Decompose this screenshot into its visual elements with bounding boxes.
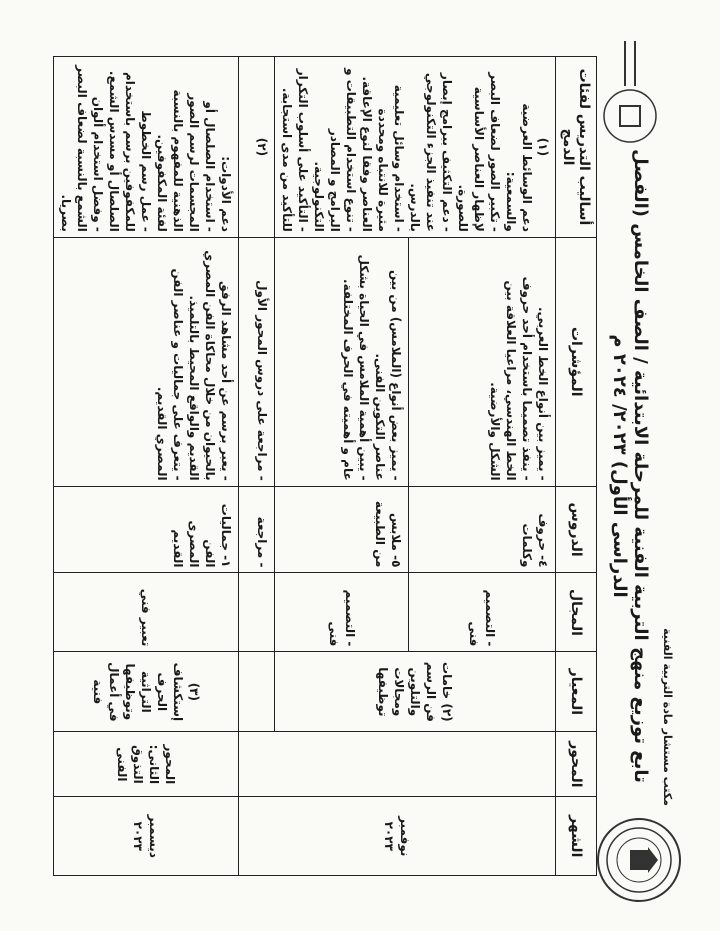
cell-indicators: [409, 237, 556, 486]
table-header-row: [556, 56, 597, 875]
table-row: [409, 56, 556, 875]
cell-lesson: ٥- ملابس من الطبيعة: [275, 486, 409, 573]
cell-axis: المحور الثانى: التذوق الفنى: [54, 731, 239, 796]
indicator-line: - يميز بعض أنواع (الملامس) من بين عناصر التكوين الفنى.: [373, 269, 404, 481]
ministry-seal-icon: [595, 36, 665, 146]
ministry-logo-icon: [597, 818, 681, 902]
cell-methods: [275, 56, 556, 237]
method-line: (١): [536, 137, 550, 156]
indicator-line: - يعبر برسم عن أحد مشاهد الرفق بالحيوان من خلال محاكاة الفن المصري القديم والواقع المحيط بالتلميذ.: [187, 249, 233, 481]
office-heading: [660, 628, 675, 806]
method-line: دعم الوسائط العرضية والسمعية:: [504, 102, 534, 232]
header-axis: المحور: [556, 731, 597, 796]
header-methods: أساليب التدريس لفئات الدمج: [556, 56, 597, 237]
method-line: - دعم التكثيف ببرامج إبصار عند تنفيذ الجزء التكنولوجي بالدرس.: [408, 72, 454, 232]
method-line: - استخدام الصلصال أو المجسمات لرسم الصور الذهنية للمفهوم بالنسبة لفئة المكفوفين.: [155, 88, 217, 232]
cell-standard: (٢) خامات فن الرسم والتلوين ومجالات توظيفها: [275, 651, 556, 731]
cell-month: نوفمبر ٢٠٢٣: [239, 796, 556, 875]
indicator-line: - مراجعة على دروس المحور الأول: [255, 279, 269, 481]
cell-lesson: - مراجعة: [239, 486, 275, 573]
indicator-line: - يميز بين أنواع الخط العربي.: [536, 306, 550, 481]
method-line: - تنوع استخدام التطبيقات و البرامج و المصادر التكنولوجية.: [312, 67, 358, 232]
method-line: (٢): [255, 137, 269, 156]
cell-lesson: ٤- حروف وكلمات: [409, 486, 556, 573]
curriculum-table: [53, 56, 597, 876]
header-field: المجال: [556, 572, 597, 651]
header-indicators: المؤشرات: [556, 237, 597, 486]
method-line: - استخدام وسائل تعليمية مثيرة للانتباه ومحددة العناصر وفقا لنوع الإعاقة.: [360, 75, 406, 232]
method-line: دعم الأدوات:: [219, 155, 233, 232]
cell-methods: [54, 56, 239, 237]
method-line: - التأكيد على أسلوب التكرار للتأكيد من مدى استجابة.: [280, 68, 310, 232]
cell-indicators: [239, 237, 275, 486]
cell-indicators: [54, 237, 239, 486]
cell-lesson: ١- جماليات الفن المصرى القديم: [54, 486, 239, 573]
cell-axis: [239, 731, 556, 796]
indicator-line: - يبين أهمية الملامس في الحياة بشكل عام و أهميته في الحرف المختلفة.: [341, 254, 372, 481]
cell-standard: [239, 651, 275, 731]
cell-field: - التصميم فنى: [275, 572, 409, 651]
page-title: تابع توزيع منهج التربية الفنية للمرحلة الابتدائية / الصف الخامس (الفصل الدراسى الأول) ٢٠٢٣/ ٢٠٢٤ م: [609, 148, 651, 783]
cell-field: [239, 572, 275, 651]
header-month: الشهر: [556, 796, 597, 875]
document-sheet: [35, 26, 685, 906]
cell-standard: (٣) إستكشاف الحرف التراثية وتوظيفها في أعمال فنية: [54, 651, 239, 731]
cell-indicators: [275, 237, 409, 486]
indicator-line: - يتعرف على جماليات و عناصر الفن المصري القديم.: [155, 267, 185, 481]
cell-field: - التصميم فنى: [409, 572, 556, 651]
office-line: مكتب مستشار مادة التربية الفنية: [661, 627, 674, 806]
header-standard: المعيار: [556, 651, 597, 731]
cell-field: تعبير فني: [54, 572, 239, 651]
method-line: - تكبير الصور لضعاف البصر لإظهار العناصر الأساسية للصورة.: [456, 71, 502, 232]
cell-month: ديسمبر ٢٠٢٣: [54, 796, 239, 875]
table-row: [54, 56, 239, 875]
cell-methods: [239, 56, 275, 237]
header-lessons: الدروس: [556, 486, 597, 573]
method-line: - وفضل استخدام ألوان الشمع بالنسبة لضعاف البصر بصريا.: [59, 64, 105, 232]
method-line: - عمل رسم الخطوط للمكفوفين برسم باستخدام الصلصال أو مسدس الشمع.: [107, 70, 153, 232]
indicator-line: - ينفذ تصميما باستخدام أحد حروف الخط الهندسي، مراعيا العلاقة بين الشكل والأرضية.: [488, 276, 534, 481]
